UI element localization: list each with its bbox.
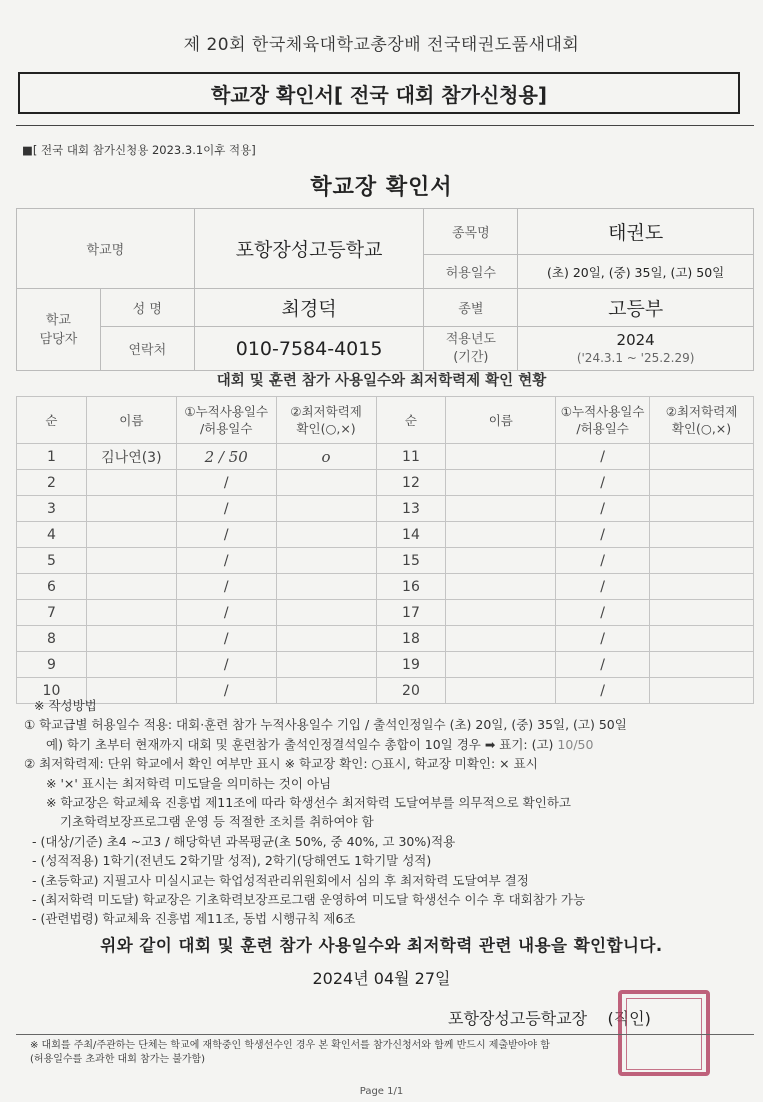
athlete-name xyxy=(86,496,176,522)
athlete-name xyxy=(446,626,556,652)
document-title: 학교장 확인서 xyxy=(310,175,453,200)
instruction-text: 예) 학기 초부터 현재까지 대회 및 훈련참가 출석인정결석일수 총합이 10일 경우 ➡ 표기: (고) xyxy=(46,736,554,752)
division-value: 고등부 xyxy=(518,289,754,327)
used-days: / xyxy=(176,652,276,678)
allowed-days-label: 허용일수 xyxy=(424,255,518,289)
min-grade-check xyxy=(276,574,376,600)
instruction-line: ② 최저학력제: 단위 학교에서 확인 여부만 표시 ※ 학교장 확인: ○표시, 학교장 미확인: × 표시 xyxy=(24,756,538,772)
row-number: 13 xyxy=(376,496,446,522)
athlete-name xyxy=(446,470,556,496)
footnote-line: ※ 대회를 주최/주관하는 단체는 학교에 재학중인 학생선수인 경우 본 확인서를 참가신청서와 함께 반드시 제출받아야 함 xyxy=(30,1040,550,1051)
row-number: 5 xyxy=(17,548,87,574)
header-no: 순 xyxy=(17,397,87,444)
athlete-name xyxy=(86,652,176,678)
roster-row xyxy=(17,496,754,522)
instruction-line: - (최저학력 미도달) 학교장은 기초학력보장프로그램 운영하여 미도달 학생선수 이수 후 대회참가 가능 xyxy=(32,892,586,908)
roster-row xyxy=(17,574,754,600)
row-number: 16 xyxy=(376,574,446,600)
row-number: 20 xyxy=(376,678,446,704)
used-days: / xyxy=(556,678,650,704)
min-grade-check xyxy=(650,548,754,574)
form-title-box: 학교장 확인서[ 전국 대회 참가신청용] xyxy=(18,72,740,114)
min-grade-check xyxy=(650,600,754,626)
row-number: 18 xyxy=(376,626,446,652)
divider xyxy=(16,125,754,126)
athlete-name xyxy=(86,626,176,652)
row-number: 9 xyxy=(17,652,87,678)
athlete-name xyxy=(86,470,176,496)
row-number: 2 xyxy=(17,470,87,496)
contact-value: 010-7584-4015 xyxy=(194,327,424,371)
row-number: 4 xyxy=(17,522,87,548)
row-number: 7 xyxy=(17,600,87,626)
athlete-name xyxy=(446,574,556,600)
row-number: 12 xyxy=(376,470,446,496)
instruction-line: - (대상/기준) 초4 ~고3 / 해당학년 과목평균(초 50%, 중 40%, 고 30%)적용 xyxy=(32,833,456,849)
row-number: 3 xyxy=(17,496,87,522)
min-grade-check: o xyxy=(276,444,376,470)
instructions xyxy=(24,696,754,929)
used-days: / xyxy=(556,600,650,626)
event-label: 종목명 xyxy=(424,209,518,255)
athlete-name xyxy=(86,548,176,574)
instruction-line: - (관련법령) 학교체육 진흥법 제11조, 동법 시행규칙 제6조 xyxy=(32,911,356,927)
form-note: ■[ 전국 대회 참가신청용 2023.3.1이후 적용] xyxy=(22,143,256,157)
used-days: / xyxy=(556,496,650,522)
min-grade-check xyxy=(650,626,754,652)
instruction-line: - (성적적용) 1학기(전년도 2학기말 성적), 2학기(당해연도 1학기말 성적) xyxy=(32,853,432,869)
row-number: 10 xyxy=(17,678,87,704)
used-days: / xyxy=(556,548,650,574)
used-days: / xyxy=(176,522,276,548)
row-number: 19 xyxy=(376,652,446,678)
header-min: ②최저학력제 확인(○,×) xyxy=(650,397,754,444)
used-days: / xyxy=(556,522,650,548)
instruction-line xyxy=(24,735,754,754)
year-label: 적용년도 (기간) xyxy=(424,327,518,371)
instruction-line: - (초등학교) 지필고사 미실시교는 학업성적관리위원회에서 심의 후 최저학력 도달여부 결정 xyxy=(32,872,529,888)
instruction-example: 10/50 xyxy=(557,736,594,752)
min-grade-check xyxy=(650,470,754,496)
min-grade-check xyxy=(276,626,376,652)
contact-label: 연락처 xyxy=(100,327,194,371)
min-grade-check xyxy=(276,522,376,548)
signer: 포항장성고등학교장 (직인) xyxy=(448,1009,651,1028)
roster-row xyxy=(17,522,754,548)
min-grade-check xyxy=(650,496,754,522)
used-days: / xyxy=(556,626,650,652)
min-grade-check xyxy=(650,652,754,678)
used-days: / xyxy=(176,574,276,600)
used-days: / xyxy=(176,626,276,652)
roster-table xyxy=(16,396,754,704)
name-label: 성 명 xyxy=(100,289,194,327)
header-no: 순 xyxy=(376,397,446,444)
min-grade-check xyxy=(276,652,376,678)
header-min: ②최저학력제 확인(○,×) xyxy=(276,397,376,444)
year-value: 2024 xyxy=(616,330,655,349)
used-days: / xyxy=(556,574,650,600)
min-grade-check xyxy=(276,548,376,574)
min-grade-check xyxy=(650,444,754,470)
allowed-days-value: (초) 20일, (중) 35일, (고) 50일 xyxy=(518,255,754,289)
school-name: 포항장성고등학교 xyxy=(194,209,424,289)
instructions-heading: ※ 작성방법 xyxy=(34,698,97,713)
event-title: 제 20회 한국체육대학교총장배 전국태권도품새대회 xyxy=(183,35,580,55)
school-label: 학교명 xyxy=(17,209,195,289)
page-number: Page 1/1 xyxy=(359,1086,404,1097)
row-number: 14 xyxy=(376,522,446,548)
header-name: 이름 xyxy=(446,397,556,444)
instruction-line: ① 학교급별 허용일수 적용: 대회·훈련 참가 누적사용일수 기입 / 출석인정일수 (초) 20일, (중) 35일, (고) 50일 xyxy=(24,717,627,733)
division-label: 종별 xyxy=(424,289,518,327)
min-grade-check xyxy=(276,496,376,522)
row-number: 11 xyxy=(376,444,446,470)
used-days: / xyxy=(556,652,650,678)
used-days: / xyxy=(556,444,650,470)
row-number: 8 xyxy=(17,626,87,652)
used-days: / xyxy=(556,470,650,496)
min-grade-check xyxy=(276,470,376,496)
roster-row xyxy=(17,548,754,574)
roster-header-row xyxy=(17,397,754,444)
instruction-line: ※ 학교장은 학교체육 진흥법 제11조에 따라 학생선수 최저학력 도달여부를 의무적으로 확인하고 xyxy=(46,795,571,811)
row-number: 1 xyxy=(17,444,87,470)
confirmation-statement: 위와 같이 대회 및 훈련 참가 사용일수와 최저학력 관련 내용을 확인합니다. xyxy=(100,936,663,955)
roster-row xyxy=(17,652,754,678)
school-info-table xyxy=(16,208,754,371)
athlete-name xyxy=(86,522,176,548)
header-days: ①누적사용일수 /허용일수 xyxy=(176,397,276,444)
roster-row xyxy=(17,600,754,626)
year-cell xyxy=(518,327,754,371)
athlete-name xyxy=(446,600,556,626)
row-number: 17 xyxy=(376,600,446,626)
header-name: 이름 xyxy=(86,397,176,444)
footnote xyxy=(30,1039,760,1067)
header-days: ①누적사용일수 /허용일수 xyxy=(556,397,650,444)
used-days: / xyxy=(176,548,276,574)
athlete-name xyxy=(86,600,176,626)
min-grade-check xyxy=(650,574,754,600)
instruction-line: 기초학력보장프로그램 운영 등 적절한 조치를 취하여야 함 xyxy=(60,814,374,830)
instruction-line: ※ '×' 표시는 최저학력 미도달을 의미하는 것이 아님 xyxy=(46,775,332,791)
footnote-line: (허용일수를 초과한 대회 참가는 불가함) xyxy=(30,1054,206,1065)
manager-name: 최경덕 xyxy=(194,289,424,327)
issue-date: 2024년 04월 27일 xyxy=(312,969,451,988)
used-days: / xyxy=(176,600,276,626)
athlete-name xyxy=(446,496,556,522)
roster-row xyxy=(17,444,754,470)
used-days: / xyxy=(176,470,276,496)
athlete-name xyxy=(446,444,556,470)
roster-title: 대회 및 훈련 참가 사용일수와 최저학력제 확인 현황 xyxy=(216,373,547,389)
athlete-name xyxy=(86,574,176,600)
athlete-name xyxy=(446,652,556,678)
roster-row xyxy=(17,470,754,496)
row-number: 15 xyxy=(376,548,446,574)
row-number: 6 xyxy=(17,574,87,600)
athlete-name xyxy=(446,522,556,548)
min-grade-check xyxy=(276,600,376,626)
roster-row xyxy=(17,626,754,652)
divider xyxy=(16,1034,754,1035)
athlete-name: 김나연(3) xyxy=(86,444,176,470)
manager-label: 학교 담당자 xyxy=(17,289,101,371)
athlete-name xyxy=(446,548,556,574)
used-days: 2 / 50 xyxy=(176,444,276,470)
used-days: / xyxy=(176,496,276,522)
event-value: 태권도 xyxy=(518,209,754,255)
used-days: / xyxy=(176,678,276,704)
year-period: ('24.3.1 ~ '25.2.29) xyxy=(576,350,695,365)
min-grade-check xyxy=(650,522,754,548)
